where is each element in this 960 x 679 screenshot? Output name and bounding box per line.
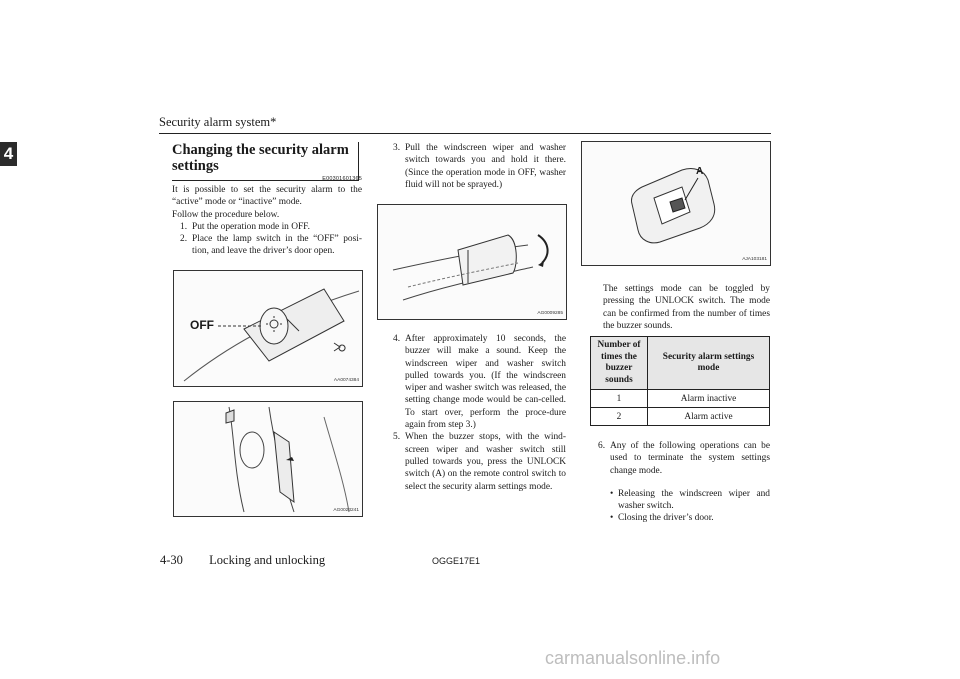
bullet-text: Closing the driver’s door. [618,513,714,524]
table-header: Number of times the buzzer sounds [591,337,648,390]
step-number: 6. [598,441,606,451]
page-footer [160,553,325,568]
table-header: Security alarm settings mode [648,337,770,390]
driver-door-figure [173,401,363,517]
section-title: Changing the security alarm settings [172,142,359,181]
step-5 [385,431,566,492]
step-6-block [590,440,770,525]
remote-illustration [582,142,770,265]
wiper-illustration [378,205,566,319]
running-title: Security alarm system* [159,115,277,129]
off-label: OFF [190,318,214,332]
chapter-name: Locking and unlocking [209,553,326,567]
step-number: 3. [393,143,401,153]
table-row [591,390,770,408]
section-code: E00301601365 [322,176,362,182]
table-cell: Alarm inactive [648,390,770,408]
chapter-tab: 4 [0,142,17,166]
table-cell: 1 [591,390,648,408]
step-4 [385,333,566,431]
document-code: OGGE17E1 [432,556,481,566]
figure-code: AG0023241 [333,508,359,513]
header-rule [159,133,771,134]
table-row [591,408,770,426]
step-number: 4. [393,334,401,344]
middle-column-step3 [385,142,566,191]
bullet-text: Releasing the windscreen wiper and washer switch. [618,488,770,512]
bullet-item [590,488,770,513]
step-1 [172,221,362,233]
figure-code: AG0009285 [537,311,563,316]
table-header-row [591,337,770,390]
middle-column-steps [385,333,566,493]
step-number: 5. [393,432,401,443]
step-text: When the buzzer stops, with the wind-screen wiper and washer switch still pulled towards you, press the UNLOCK switch (A) on the remote control switch to select the security alarm settings mode. [405,432,566,492]
toggle-note: The settings mode can be toggled by pressing the UNLOCK switch. The mode can be confirmed from the number of times the buzzer sounds. [603,284,770,331]
table-cell: 2 [591,408,648,426]
bullet-mark: • [610,488,614,499]
step-3 [385,142,566,191]
step-number: 2. [180,234,188,245]
wiper-switch-figure [377,204,567,320]
table-cell: Alarm active [648,408,770,426]
alarm-settings-table [590,336,770,426]
bullet-mark: • [610,513,614,524]
step-number: 1. [180,221,188,232]
step-2 [172,233,362,258]
figure-code: AA0074384 [333,378,359,383]
page-number: 4-30 [160,553,183,567]
step-6 [590,440,770,477]
step-text: Pull the windscreen wiper and washer switch towards you and hold it there. (Since the operation mode in OFF, washer fluid will not be sprayed.) [405,143,566,190]
door-illustration [174,402,362,516]
step-text: After approximately 10 seconds, the buzzer will make a sound. Keep the windscreen wiper and washer switch pulled towards you. (If the windscreen wiper and washer switch was released, the setting change mode would be can-celled. To start over, perform the proce-dure again from step 3.) [405,334,566,431]
step-text: Any of the following operations can be used to terminate the system settings change mode. [610,441,770,476]
watermark: carmanualsonline.info [545,648,721,668]
step-text: Place the lamp switch in the “OFF” posi-tion, and leave the driver’s door open. [192,234,362,257]
left-column-text [172,184,362,258]
step-text: Put the operation mode in OFF. [192,221,310,232]
follow-line: Follow the procedure below. [172,209,280,220]
remote-control-figure [581,141,771,266]
intro-paragraph: It is possible to set the security alarm to the “active” mode or “inactive” mode. [172,185,362,208]
bullet-item [590,512,770,524]
remote-label-a: A [696,166,704,177]
figure-code: AJA103181 [742,257,767,262]
lamp-switch-figure [173,270,363,387]
